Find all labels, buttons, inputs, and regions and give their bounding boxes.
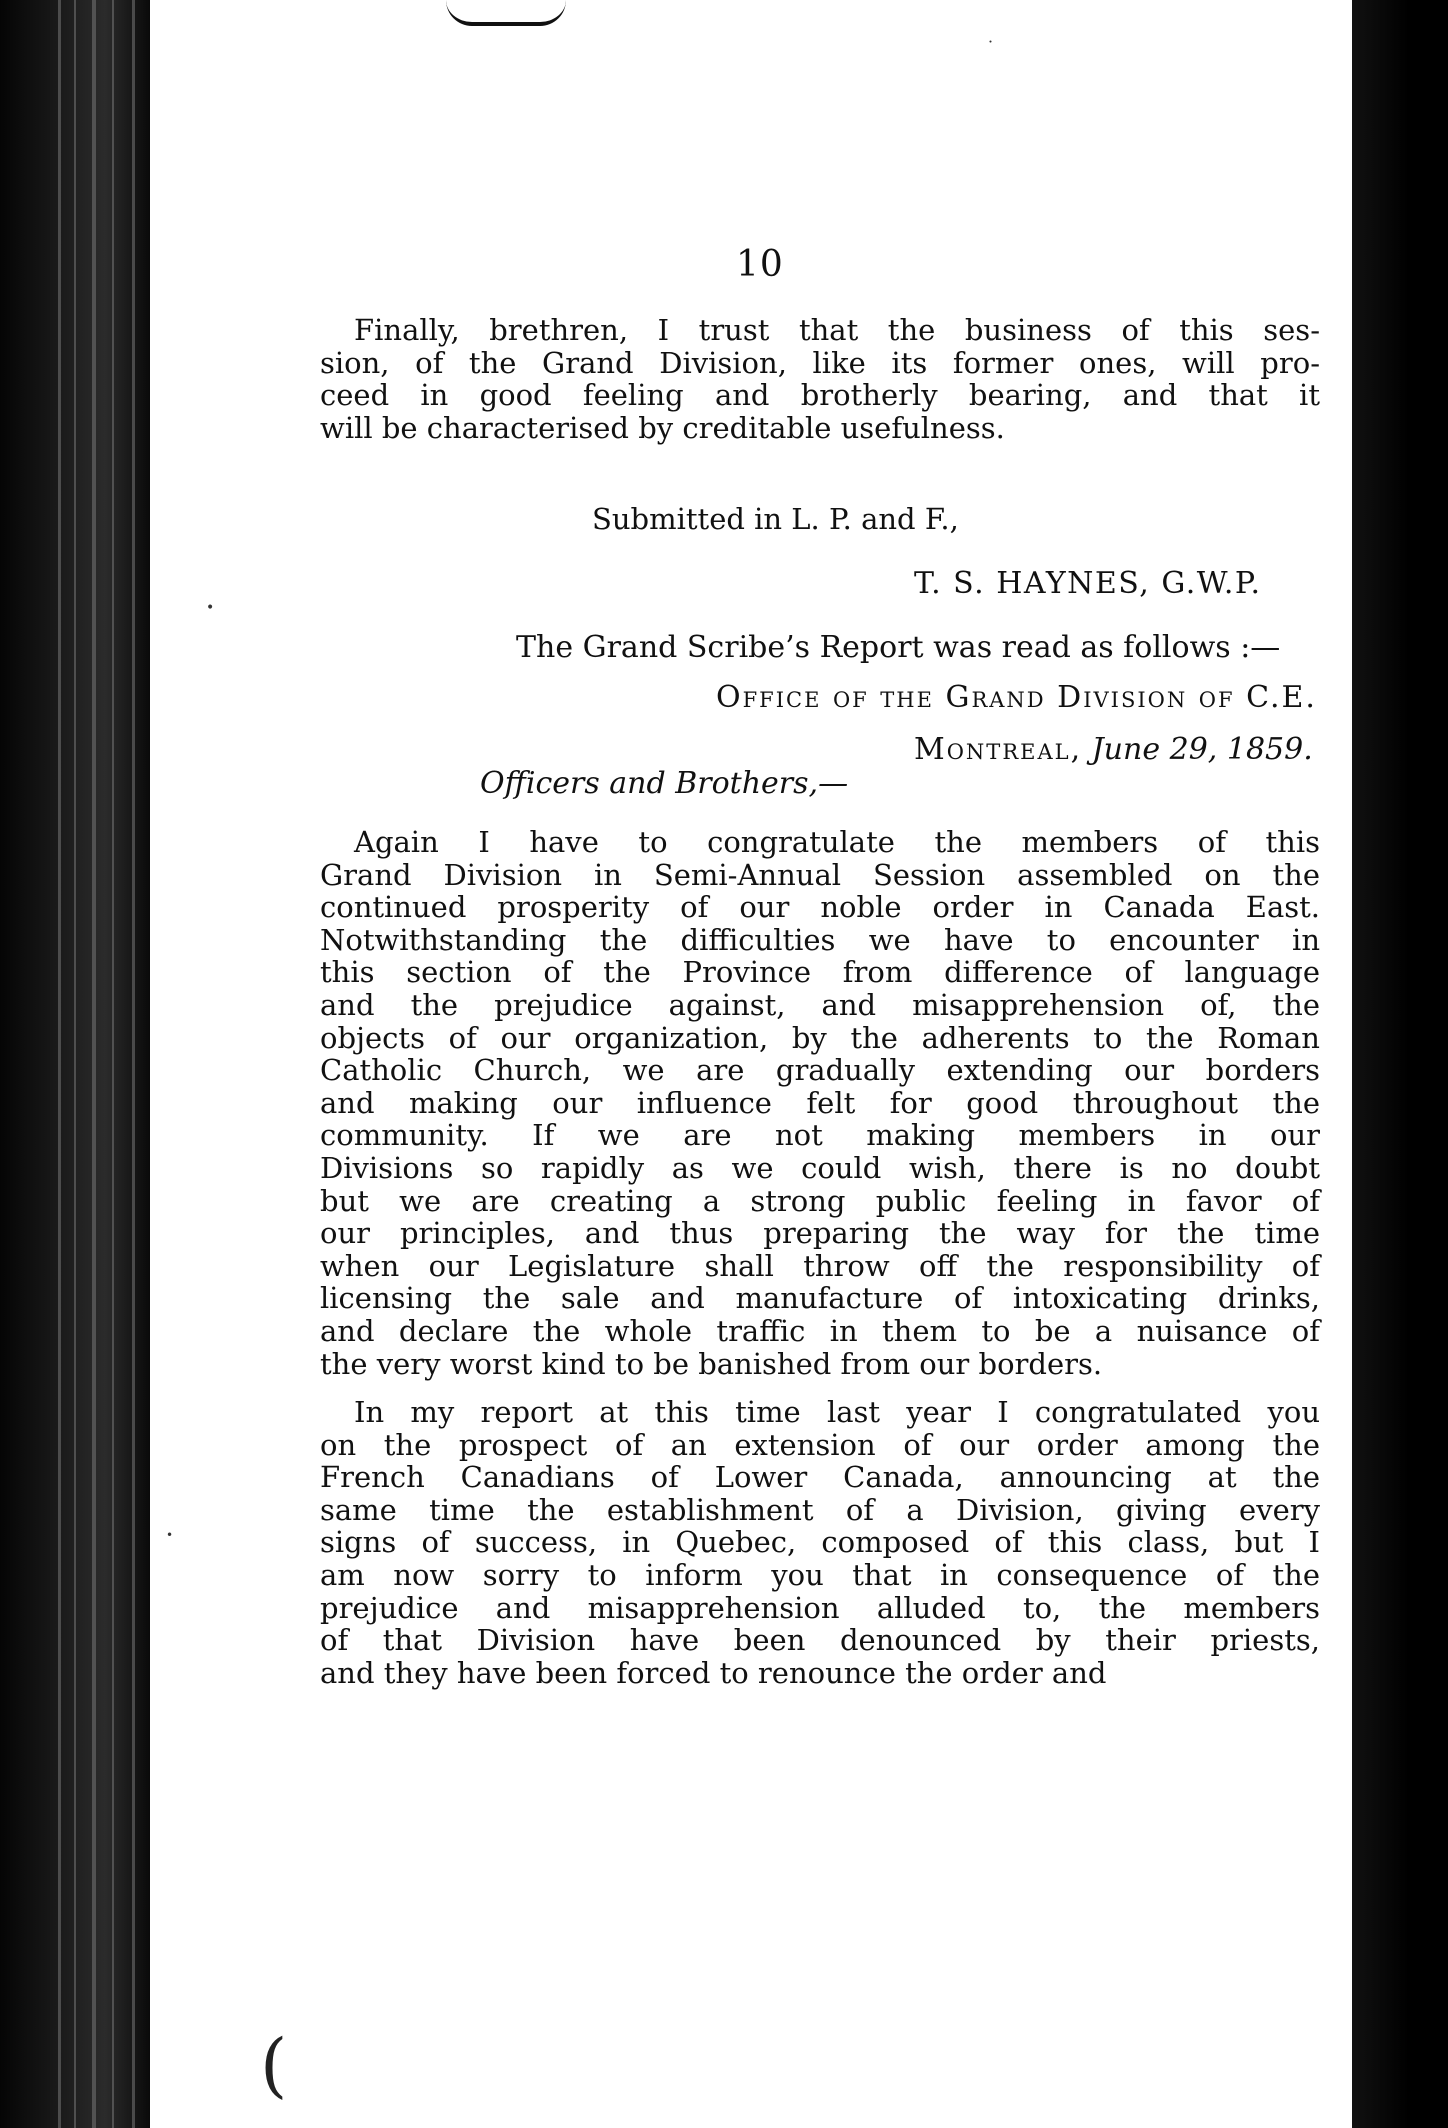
text-line: and making our influence felt for good throughout the [320,1085,1320,1120]
report-intro: The Grand Scribe’s Report was read as follows :— [516,630,1281,665]
text-line: continued prosperity of our noble order in Canada East. [320,890,1320,925]
text-line: on the prospect of an extension of our order among the [320,1427,1320,1462]
book-page [150,0,1352,2128]
scan-speck: • [206,600,215,616]
report-paragraph-1 [320,826,1320,1380]
binding-stripe [74,0,76,2128]
text-line: but we are creating a strong public feeling in favor of [320,1183,1320,1218]
salutation: Officers and Brothers,— [480,766,849,801]
binding-stripe [112,0,114,2128]
scanner-binding-edge [0,0,150,2128]
text-line: community. If we are not making members in our [320,1118,1320,1153]
binding-stripe [92,0,96,2128]
text-line: signs of success, in Quebec, composed of this class, but I [320,1525,1320,1560]
dateline-location: Montreal, [914,732,1083,767]
text-line: French Canadians of Lower Canada, announcing at the [320,1460,1320,1495]
text-line: and declare the whole traffic in them to be a nuisance of [320,1313,1320,1348]
text-line: sion, of the Grand Division, like its former ones, will pro- [320,345,1320,380]
text-line: the very worst kind to be banished from our borders. [320,1346,1103,1381]
scanner-right-edge [1352,0,1448,2128]
text-line: our principles, and thus preparing the way for the time [320,1216,1320,1251]
dateline [914,732,1313,767]
office-heading: Office of the Grand Division of C.E. [716,680,1317,715]
text-line: Finally, brethren, I trust that the business of this ses- [354,313,1320,347]
text-line: am now sorry to inform you that in consequence of the [320,1557,1320,1592]
text-line: same time the establishment of a Division, giving every [320,1492,1320,1527]
binding-ring-mark [446,0,566,26]
text-line: when our Legislature shall throw off the responsibility of [320,1248,1320,1283]
text-line: ceed in good feeling and brotherly bearing, and that it [320,378,1320,413]
dateline-date: June 29, 1859. [1091,732,1313,767]
text-line: Notwithstanding the difficulties we have to encounter in [320,922,1320,957]
report-paragraph-2 [320,1396,1320,1689]
text-line: In my report at this time last year I congratulated you [354,1395,1320,1429]
binding-stripe [132,0,135,2128]
text-line: will be characterised by creditable usefulness. [320,410,1005,445]
text-line: licensing the sale and manufacture of intoxicating drinks, [320,1281,1320,1316]
text-line: of that Division have been denounced by their priests, [320,1623,1320,1658]
text-line: Divisions so rapidly as we could wish, there is no doubt [320,1150,1320,1185]
text-line: objects of our organization, by the adherents to the Roman [320,1020,1320,1055]
closing-paragraph [320,314,1320,444]
text-line: prejudice and misapprehension alluded to, the members [320,1590,1320,1625]
text-line: Grand Division in Semi-Annual Session assembled on the [320,857,1320,892]
binding-stripe [58,0,61,2128]
scan-speck: • [166,1528,174,1542]
page-number: 10 [736,244,784,285]
pencil-mark: ( [260,2024,288,2106]
scan-speck: ˙ [986,38,995,59]
text-line: and the prejudice against, and misapprehension of, the [320,987,1320,1022]
text-line: this section of the Province from difference of language [320,955,1320,990]
text-line: and they have been forced to renounce the order and [320,1655,1107,1690]
text-line: Catholic Church, we are gradually extending our borders [320,1053,1320,1088]
submitted-line: Submitted in L. P. and F., [592,502,959,536]
text-line: Again I have to congratulate the members of this [354,825,1320,859]
signature: T. S. HAYNES, G.W.P. [914,566,1262,601]
